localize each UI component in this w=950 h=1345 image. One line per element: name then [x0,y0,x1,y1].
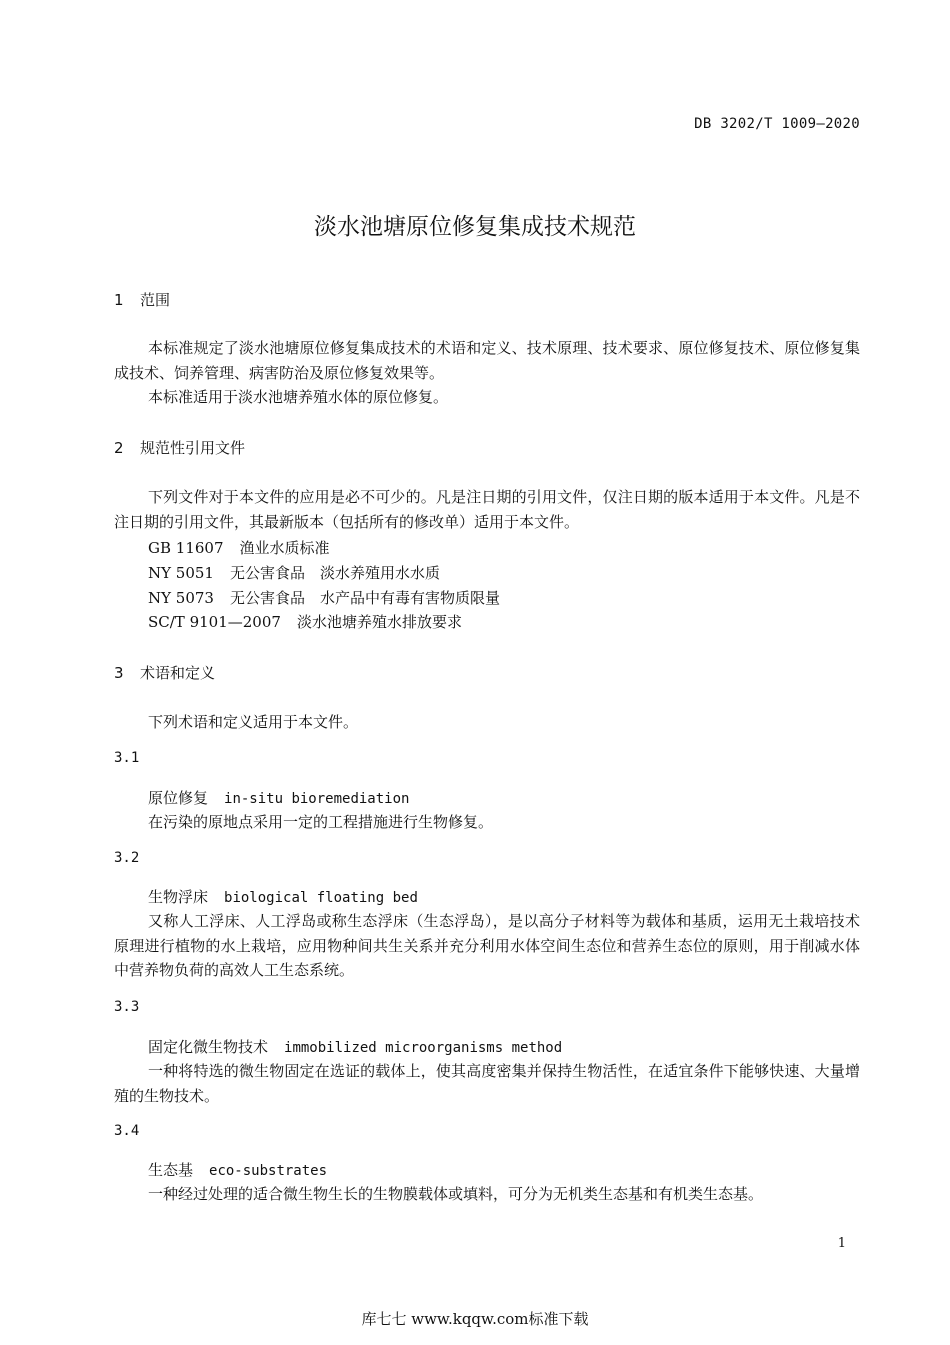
section-title: 范围 [140,291,171,309]
term-definition: 又称人工浮床、人工浮岛或称生态浮床（生态浮岛），是以高分子材料等为载体和基质，运用无土栽培技术原理进行植物的水上栽培，应用物种间共生关系并充分利用水体空间生态位和营养生态位的原则，用于削减水体中营养物负荷的高效人工生态系统。 [114,912,860,979]
page-number: 1 [837,1236,846,1251]
term-entry [148,787,409,808]
term-definition: 一种将特选的微生物固定在选证的载体上，使其高度密集并保持生物活性，在适宜条件下能够快速、大量增殖的生物技术。 [114,1062,860,1105]
term-entry [148,886,418,907]
term-definition: 一种经过处理的适合微生物生长的生物膜载体或填料，可分为无机类生态基和有机类生态基。 [148,1185,764,1203]
reference-name: 无公害食品 淡水养殖用水水质 [229,564,440,582]
standard-code: DB 3202/T 1009—2020 [694,116,860,132]
reference-code: NY 5051 [148,564,214,582]
term-entry [148,1159,327,1180]
section-number: 3 [114,664,124,682]
scope-paragraph-2: 本标准适用于淡水池塘养殖水体的原位修复。 [148,388,449,406]
clause-number: 3.1 [114,750,140,766]
reference-name: 淡水池塘养殖水排放要求 [296,613,462,631]
reference-item [148,537,330,558]
document-title: 淡水池塘原位修复集成技术规范 [314,214,636,240]
term-definition: 在污染的原地点采用一定的工程措施进行生物修复。 [148,813,494,831]
clause-number: 3.3 [114,999,140,1015]
term-chinese: 生态基 [148,1161,194,1179]
reference-name: 无公害食品 水产品中有毒有害物质限量 [229,589,500,607]
scope-paragraph-1: 本标准规定了淡水池塘原位修复集成技术的术语和定义、技术原理、技术要求、原位修复技术、原位修复集成技术、饲养管理、病害防治及原位修复效果等。 [114,339,860,382]
section-heading-2 [114,437,245,458]
reference-item [148,611,462,632]
term-english: eco-substrates [209,1163,328,1179]
section-number: 2 [114,439,124,457]
term-chinese: 原位修复 [148,789,209,807]
reference-item [148,562,440,583]
section-heading-3 [114,662,215,683]
section-heading-1 [114,289,170,310]
reference-code: GB 11607 [148,539,224,557]
clause-number: 3.2 [114,850,140,866]
term-chinese: 生物浮床 [148,888,209,906]
term-english: in-situ bioremediation [224,791,410,807]
section-title: 术语和定义 [140,664,216,682]
section-title: 规范性引用文件 [140,439,246,457]
clause-number: 3.4 [114,1123,140,1139]
normative-references-paragraph: 下列文件对于本文件的应用是必不可少的。凡是注日期的引用文件，仅注日期的版本适用于本文件。凡是不注日期的引用文件，其最新版本（包括所有的修改单）适用于本文件。 [114,488,860,531]
term-chinese: 固定化微生物技术 [148,1038,269,1056]
reference-code: NY 5073 [148,589,214,607]
reference-item [148,587,500,608]
term-english: immobilized microorganisms method [284,1040,563,1056]
reference-name: 渔业水质标准 [239,539,330,557]
footer-watermark: 库七七 www.kqqw.com标准下载 [361,1310,589,1328]
reference-code: SC/T 9101—2007 [148,613,281,631]
terms-intro-paragraph: 下列术语和定义适用于本文件。 [148,713,359,731]
term-english: biological floating bed [224,890,418,906]
term-entry [148,1036,562,1057]
section-number: 1 [114,291,124,309]
